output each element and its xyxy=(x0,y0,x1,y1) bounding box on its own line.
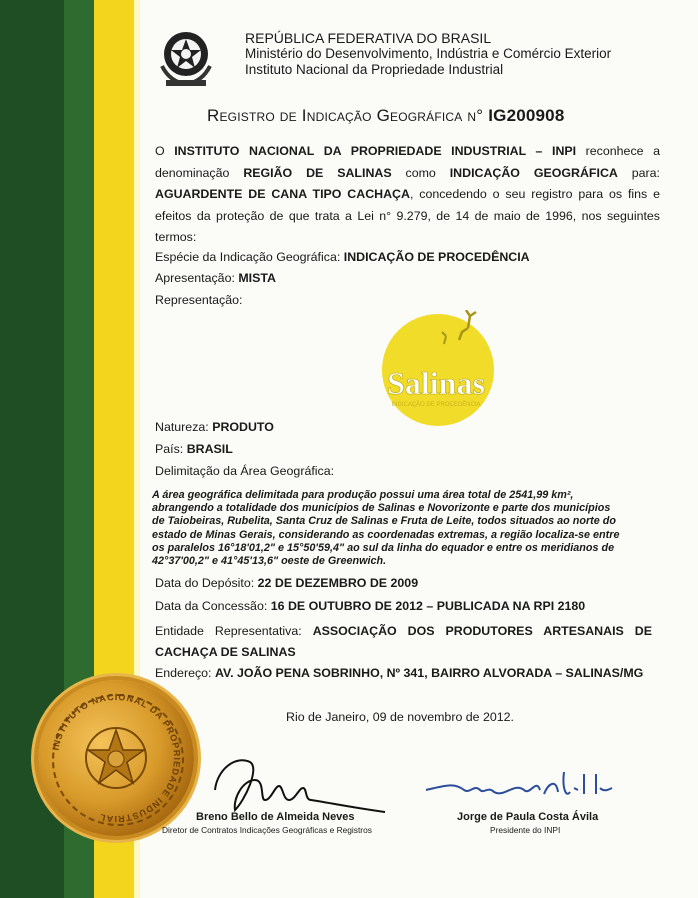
field-representacao xyxy=(155,293,242,307)
ig-type: INDICAÇÃO GEOGRÁFICA xyxy=(449,165,618,180)
intro-text: efeitos da proteção de que trata a Lei n° 9.279, de 14 de maio de 1996, nos seguintes xyxy=(155,208,660,223)
field-especie xyxy=(155,250,530,264)
intro-text: para: xyxy=(617,165,660,180)
field-label: Delimitação da Área Geográfica: xyxy=(155,464,335,478)
title-prefix: Registro de Indicação Geográfica n° xyxy=(207,106,484,125)
logo-subtitle: INDICAÇÃO DE PROCEDÊNCIA xyxy=(391,402,481,408)
coat-of-arms-icon xyxy=(156,26,216,90)
intro-text: O xyxy=(155,144,175,158)
field-pais xyxy=(155,442,233,456)
field-value: PRODUTO xyxy=(212,420,274,434)
document-title xyxy=(207,106,565,126)
delimitation-line: os paralelos 16°18'01,2" e 15°50'59,4" ao sul da linha do equador e entre os meridianos de xyxy=(152,541,615,554)
signer-role-director: Diretor de Contratos Indicações Geográficas e Registros xyxy=(162,825,372,835)
field-apresentacao xyxy=(155,271,276,285)
field-label: Data do Depósito: xyxy=(155,576,255,590)
field-value: 16 DE OUTUBRO DE 2012 – PUBLICADA NA RPI 2180 xyxy=(270,599,586,613)
field-label: Data da Concessão: xyxy=(155,599,268,613)
field-label: Natureza: xyxy=(155,420,209,434)
intro-text: denominação xyxy=(155,165,244,180)
field-deposito xyxy=(155,576,418,590)
denomination: REGIÃO DE SALINAS xyxy=(243,165,392,180)
signature-president xyxy=(424,768,614,808)
signer-name-director: Breno Bello de Almeida Neves xyxy=(196,811,355,823)
field-concessao xyxy=(155,599,585,613)
signer-role-president: Presidente do INPI xyxy=(490,825,561,835)
delimitation-line: A área geográfica delimitada para produção possui uma área total de 2541,99 km², xyxy=(152,489,574,501)
field-label: Endereço: xyxy=(155,666,212,680)
field-value: AV. JOÃO PENA SOBRINHO, Nº 341, BAIRRO ALVORADA – SALINAS/MG xyxy=(214,666,644,680)
intro-text: como xyxy=(391,165,450,180)
field-label: Representação: xyxy=(155,293,243,307)
header-ministry: Ministério do Desenvolvimento, Indústria e Comércio Exterior xyxy=(245,46,612,61)
seal-star-icon xyxy=(80,722,152,794)
gold-seal xyxy=(38,680,194,836)
field-value: CACHAÇA DE SALINAS xyxy=(155,645,296,659)
issuer-header xyxy=(245,30,611,78)
registration-number: IG200908 xyxy=(488,106,565,125)
intro-paragraph xyxy=(155,141,660,249)
inpi-name: INSTITUTO NACIONAL DA PROPRIEDADE INDUSTRIAL – INPI xyxy=(174,144,577,158)
product-name: AGUARDENTE DE CANA TIPO CACHAÇA xyxy=(155,187,410,201)
header-republic: REPÚBLICA FEDERATIVA DO BRASIL xyxy=(245,30,492,46)
logo-word: Salinas xyxy=(387,365,485,401)
field-label: País: xyxy=(155,442,184,456)
signer-name-president: Jorge de Paula Costa Ávila xyxy=(457,811,599,823)
header-institute: Instituto Nacional da Propriedade Industrial xyxy=(245,62,504,77)
salinas-logo xyxy=(366,310,506,428)
field-label: Entidade Representativa: xyxy=(155,624,302,638)
field-natureza xyxy=(155,420,274,434)
intro-text: , concedendo o seu registro para os fins e xyxy=(409,187,661,201)
seal-text: INSTITUTO NACIONAL DA PROPRIEDADE INDUSTRIAL xyxy=(50,691,183,825)
field-endereco xyxy=(155,666,643,680)
field-value: INDICAÇÃO DE PROCEDÊNCIA xyxy=(343,250,530,264)
field-entidade xyxy=(155,621,652,663)
delimitation-text xyxy=(152,489,662,568)
field-value: BRASIL xyxy=(186,442,233,456)
intro-text: reconhece a xyxy=(576,144,660,158)
field-delimitacao xyxy=(155,464,334,478)
field-label: Espécie da Indicação Geográfica: xyxy=(155,250,341,264)
delimitation-line: 42°37'00,2" e 41°45'13,6" oeste de Greenwich. xyxy=(152,555,387,568)
delimitation-line: de Taiobeiras, Rubelita, Santa Cruz de Salinas e Fruta de Leite, todos situados ao norte do xyxy=(152,515,616,528)
intro-text: termos: xyxy=(155,230,197,244)
delimitation-line: abrangendo a totalidade dos municípios de Salinas e Novorizonte e parte dos municípios xyxy=(152,502,611,515)
delimitation-line: estado de Minas Gerais, considerando as coordenadas extremas, a região localiza-se entre xyxy=(152,528,620,541)
field-value: 22 DE DEZEMBRO DE 2009 xyxy=(257,576,419,590)
field-value: ASSOCIAÇÃO DOS PRODUTORES ARTESANAIS DE xyxy=(312,624,652,638)
field-label: Apresentação: xyxy=(155,271,235,285)
place-date: Rio de Janeiro, 09 de novembro de 2012. xyxy=(286,710,515,724)
field-value: MISTA xyxy=(238,271,276,285)
signature-director xyxy=(205,750,395,820)
